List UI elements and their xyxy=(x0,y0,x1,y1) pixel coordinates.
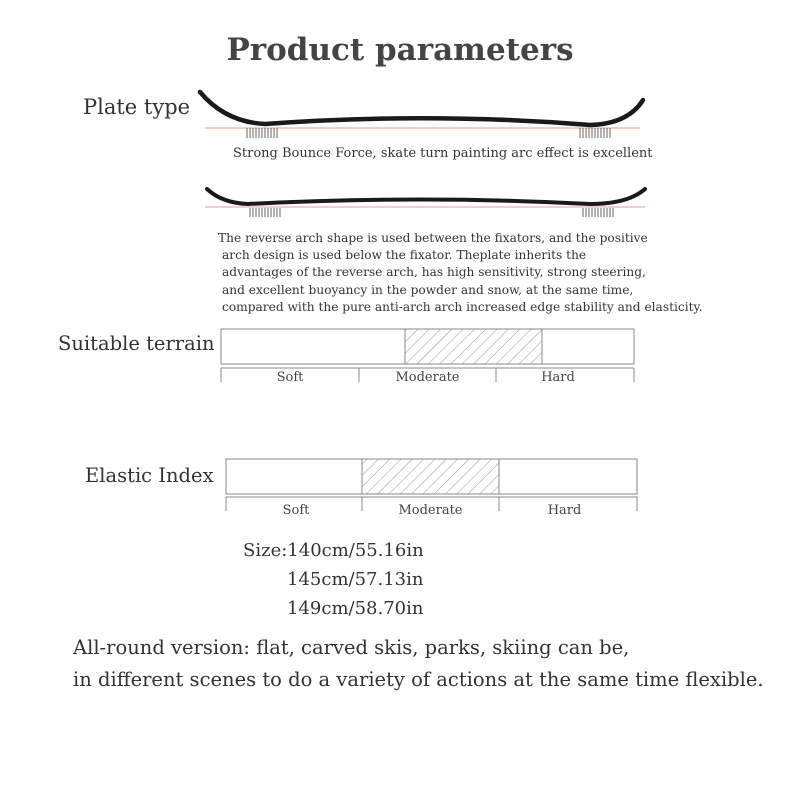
terrain-option-soft: Soft xyxy=(276,370,304,385)
edge-marks-left-2 xyxy=(250,208,280,217)
product-description xyxy=(73,632,764,696)
edge-marks-right-1 xyxy=(580,128,610,138)
size-item: 149cm/58.70in xyxy=(287,598,424,619)
caption-line: The reverse arch shape is used between the fixators, and the positive xyxy=(218,231,648,245)
terrain-option-moderate: Moderate xyxy=(395,370,460,385)
edge-marks-right-2 xyxy=(583,208,613,217)
elastic-option-soft: Soft xyxy=(282,503,310,518)
terrain-option-hard: Hard xyxy=(541,370,575,385)
elastic-index-label: Elastic Index xyxy=(85,464,214,487)
caption-line: compared with the pure anti-arch arch increased edge stability and elasticity. xyxy=(222,299,703,314)
board-profile-1 xyxy=(200,92,643,125)
plate-caption-2 xyxy=(218,230,703,316)
edge-marks-left-1 xyxy=(247,128,277,138)
caption-line: advantages of the reverse arch, has high sensitivity, strong steering, xyxy=(222,265,646,280)
elastic-scale-selected-moderate xyxy=(362,459,499,494)
elastic-option-moderate: Moderate xyxy=(398,503,463,518)
caption-line: and excellent buoyancy in the powder and snow, at the same time, xyxy=(222,282,634,297)
plate-caption-1: Strong Bounce Force, skate turn painting arc effect is excellent xyxy=(233,146,653,161)
page-title: Product parameters xyxy=(226,32,574,68)
size-item: Size:140cm/55.16in xyxy=(243,540,424,561)
elastic-option-hard: Hard xyxy=(547,503,582,518)
caption-line: arch design is used below the fixator. Theplate inherits the xyxy=(222,248,587,263)
terrain-scale-selected-moderate xyxy=(405,329,542,364)
description-line: in different scenes to do a variety of actions at the same time flexible. xyxy=(73,668,764,691)
board-profile-2 xyxy=(207,189,645,204)
suitable-terrain-label: Suitable terrain xyxy=(58,332,215,355)
size-list xyxy=(243,536,424,623)
description-line: All-round version: flat, carved skis, parks, skiing can be, xyxy=(73,636,630,659)
plate-type-label: Plate type xyxy=(83,95,191,119)
size-item: 145cm/57.13in xyxy=(287,569,424,590)
